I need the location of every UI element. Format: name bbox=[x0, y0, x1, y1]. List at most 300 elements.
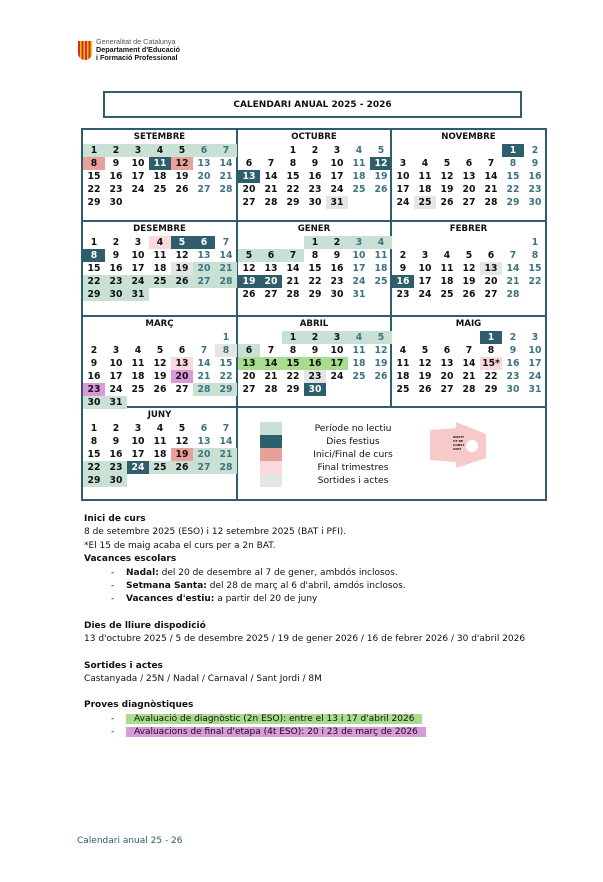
calendar-day: 11 bbox=[352, 345, 366, 356]
calendar-day: 23 bbox=[330, 276, 344, 287]
calendar-day: 13 bbox=[238, 357, 260, 370]
calendar-day: 9 bbox=[112, 436, 120, 447]
month-name: FEBRER bbox=[449, 224, 488, 234]
calendar-day: 22 bbox=[506, 184, 520, 195]
month-days bbox=[392, 331, 545, 396]
calendar-day: 27 bbox=[197, 184, 211, 195]
calendar-day: 26 bbox=[462, 289, 476, 300]
calendar-day: 11 bbox=[153, 250, 167, 261]
calendar-day: 16 bbox=[109, 449, 123, 460]
calendar-day: 25 bbox=[352, 371, 366, 382]
empty-day bbox=[480, 144, 502, 157]
month-days bbox=[238, 331, 390, 396]
calendar-day: 30 bbox=[308, 197, 322, 208]
calendar-day: 13 bbox=[480, 262, 502, 275]
calendar-day: 10 bbox=[528, 345, 542, 356]
calendar-day: 2 bbox=[112, 237, 120, 248]
calendar-day: 4 bbox=[421, 158, 429, 169]
calendar-day: 20 bbox=[242, 184, 256, 195]
calendar-day: 5 bbox=[377, 145, 385, 156]
empty-day bbox=[414, 236, 436, 249]
month-days bbox=[392, 236, 545, 301]
calendar-day: 10 bbox=[330, 345, 344, 356]
calendar-day: 7 bbox=[509, 250, 517, 261]
calendar-day: 22 bbox=[484, 371, 498, 382]
calendar-day: 4 bbox=[156, 423, 164, 434]
calendar-day: 22 bbox=[286, 371, 300, 382]
legend-swatch bbox=[260, 461, 282, 474]
month-days bbox=[83, 144, 236, 209]
calendar-day: 27 bbox=[193, 275, 215, 288]
legend-swatch bbox=[260, 422, 282, 435]
calendar-day: 26 bbox=[153, 384, 167, 395]
calendar-day: 28 bbox=[215, 275, 237, 288]
legend-swatch bbox=[260, 435, 282, 448]
calendar-day: 5 bbox=[465, 250, 473, 261]
calendar-day: 29 bbox=[308, 289, 322, 300]
calendar-day: 12 bbox=[175, 250, 189, 261]
calendar-day: 5 bbox=[171, 236, 193, 249]
calendar-day: 24 bbox=[330, 371, 344, 382]
calendar-day: 29 bbox=[286, 197, 300, 208]
calendar-day: 31 bbox=[105, 396, 127, 409]
month-name: OCTUBRE bbox=[291, 132, 337, 142]
calendar-day: 7 bbox=[222, 237, 230, 248]
calendar-day: 23 bbox=[396, 289, 410, 300]
calendar-day: 22 bbox=[308, 276, 322, 287]
calendar-day: 15 bbox=[282, 357, 304, 370]
calendar-day: 20 bbox=[242, 371, 256, 382]
calendar-day: 30 bbox=[83, 396, 105, 409]
stamp-text: INSTITUT DE CONSTANTÍ bbox=[453, 435, 465, 451]
calendar-day: 10 bbox=[352, 250, 366, 261]
calendar-day: 18 bbox=[153, 263, 167, 274]
legend-row bbox=[260, 448, 393, 461]
sortides-title: Sortides i actes bbox=[84, 660, 163, 671]
calendar-day: 7 bbox=[222, 423, 230, 434]
calendar-day: 8 bbox=[289, 345, 297, 356]
calendar-day: 4 bbox=[134, 345, 142, 356]
calendar-day: 28 bbox=[462, 384, 476, 395]
calendar-day: 31 bbox=[127, 288, 149, 301]
legend-label: Inici/Final de curs bbox=[313, 449, 393, 460]
generalitat-logo bbox=[78, 38, 180, 62]
calendar-day: 17 bbox=[396, 184, 410, 195]
calendar-day: 9 bbox=[531, 158, 539, 169]
calendar-day: 8 bbox=[531, 250, 539, 261]
calendar-day: 16 bbox=[506, 358, 520, 369]
calendar-day: 14 bbox=[219, 436, 233, 447]
empty-day bbox=[260, 236, 282, 249]
calendar-day: 21 bbox=[215, 448, 237, 461]
month-days bbox=[238, 144, 390, 209]
calendar-day: 25 bbox=[374, 276, 388, 287]
calendar-day: 22 bbox=[528, 276, 542, 287]
calendar-day: 3 bbox=[112, 345, 120, 356]
calendar-day: 1 bbox=[222, 332, 230, 343]
calendar-day: 4 bbox=[149, 144, 171, 157]
calendar-day: 2 bbox=[90, 345, 98, 356]
calendar-day: 25 bbox=[131, 384, 145, 395]
calendar-day: 26 bbox=[418, 384, 432, 395]
calendar-day: 15 bbox=[87, 449, 101, 460]
calendar-day: 6 bbox=[260, 249, 282, 262]
calendar-day: 17 bbox=[528, 358, 542, 369]
calendar-day: 6 bbox=[238, 344, 260, 357]
calendar-day: 6 bbox=[178, 345, 186, 356]
calendar-day: 24 bbox=[528, 371, 542, 382]
calendar-cell bbox=[83, 222, 238, 317]
calendar-day: 24 bbox=[352, 276, 366, 287]
calendar-day: 8 bbox=[215, 344, 237, 357]
empty-day bbox=[105, 331, 127, 344]
calendar-day: 6 bbox=[193, 236, 215, 249]
calendar-day: 9 bbox=[333, 250, 341, 261]
calendar-day: 17 bbox=[326, 357, 348, 370]
calendar-day: 13 bbox=[264, 263, 278, 274]
calendar-day: 4 bbox=[355, 145, 363, 156]
calendar-day: 22 bbox=[219, 371, 233, 382]
calendar-day: 3 bbox=[531, 332, 539, 343]
calendar-day: 23 bbox=[506, 371, 520, 382]
empty-day bbox=[238, 144, 260, 157]
calendar-day: 12 bbox=[153, 358, 167, 369]
calendar-day: 30 bbox=[304, 383, 326, 396]
empty-day bbox=[171, 331, 193, 344]
calendar-day: 16 bbox=[109, 171, 123, 182]
lliure-text: 13 d'octubre 2025 / 5 de desembre 2025 / 19 de gener 2026 / 16 de febrer 2026 / 30 d'abril 2026 bbox=[84, 634, 526, 645]
logo-line-2: Departament d'Educació bbox=[96, 45, 180, 54]
vacances-title: Vacances escolars bbox=[84, 554, 177, 565]
calendar-day: 27 bbox=[242, 384, 256, 395]
calendar-day: 18 bbox=[153, 449, 167, 460]
empty-day bbox=[458, 236, 480, 249]
catalan-shield-icon bbox=[78, 41, 92, 60]
calendar-day: 15 bbox=[528, 263, 542, 274]
calendar-day: 21 bbox=[484, 184, 498, 195]
calendar-day: 29 bbox=[506, 197, 520, 208]
calendar-cell bbox=[238, 222, 392, 317]
calendar-day: 22 bbox=[83, 461, 105, 474]
calendar-day: 8 bbox=[289, 158, 297, 169]
calendar-day: 21 bbox=[219, 171, 233, 182]
calendar-day: 30 bbox=[528, 197, 542, 208]
calendar-day: 11 bbox=[153, 436, 167, 447]
calendar-cell bbox=[392, 317, 545, 408]
calendar-day: 23 bbox=[528, 184, 542, 195]
calendar-day: 19 bbox=[418, 371, 432, 382]
calendar-day: 10 bbox=[131, 436, 145, 447]
calendar-day: 28 bbox=[193, 383, 215, 396]
calendar-day: 25 bbox=[149, 461, 171, 474]
calendar-day: 13 bbox=[462, 171, 476, 182]
calendar-day: 9 bbox=[90, 358, 98, 369]
calendar-day: 2 bbox=[304, 331, 326, 344]
calendar-day: 18 bbox=[352, 171, 366, 182]
empty-day bbox=[83, 331, 105, 344]
calendar-day: 7 bbox=[465, 345, 473, 356]
calendar-day: 5 bbox=[443, 158, 451, 169]
logo-line-1: Generalitat de Catalunya bbox=[96, 37, 176, 46]
footer: Calendari anual 25 - 26 bbox=[77, 836, 183, 846]
calendar-day: 30 bbox=[105, 288, 127, 301]
calendar-day: 19 bbox=[175, 171, 189, 182]
calendar-day: 8 bbox=[487, 345, 495, 356]
calendar-day: 15 bbox=[219, 358, 233, 369]
calendar-cell bbox=[83, 317, 238, 408]
calendar-day: 10 bbox=[396, 171, 410, 182]
calendar-day: 7 bbox=[267, 345, 275, 356]
month-days bbox=[238, 236, 390, 301]
calendar-day: 2 bbox=[399, 250, 407, 261]
calendar-day: 19 bbox=[462, 276, 476, 287]
calendar-day: 2 bbox=[326, 236, 348, 249]
calendar-day: 8 bbox=[83, 157, 105, 170]
calendar-day: 7 bbox=[282, 249, 304, 262]
calendar-day: 8 bbox=[90, 436, 98, 447]
empty-day bbox=[414, 144, 436, 157]
legend-label: Sortides i actes bbox=[317, 475, 389, 486]
month-days bbox=[392, 144, 545, 209]
calendar-day: 12 bbox=[440, 171, 454, 182]
calendar-day: 3 bbox=[421, 250, 429, 261]
calendar-day: 6 bbox=[193, 144, 215, 157]
calendar-day: 4 bbox=[370, 236, 392, 249]
lliure-title: Dies de lliure dispodició bbox=[84, 620, 206, 631]
calendar-day: 8 bbox=[509, 158, 517, 169]
calendar-day: 1 bbox=[282, 331, 304, 344]
notes-section bbox=[84, 513, 544, 740]
calendar-day: 23 bbox=[83, 383, 105, 396]
calendar-day: 6 bbox=[245, 158, 253, 169]
calendar-day: 7 bbox=[215, 144, 237, 157]
calendar-day: 28 bbox=[215, 461, 237, 474]
calendar-cell bbox=[392, 130, 545, 222]
legend-row bbox=[260, 422, 392, 435]
calendar-day: 19 bbox=[374, 358, 388, 369]
calendar-day: 5 bbox=[156, 345, 164, 356]
calendar-day: 13 bbox=[197, 436, 211, 447]
calendar-day: 16 bbox=[528, 171, 542, 182]
calendar-day: 13 bbox=[197, 158, 211, 169]
calendar-day: 16 bbox=[87, 371, 101, 382]
calendar-cell bbox=[238, 130, 392, 222]
calendar-day: 1 bbox=[304, 236, 326, 249]
logo-line-3: i Formació Professional bbox=[96, 53, 178, 62]
empty-day bbox=[238, 236, 260, 249]
calendar-day: 18 bbox=[440, 276, 454, 287]
calendar-day: 20 bbox=[171, 370, 193, 383]
calendar-day: 20 bbox=[484, 276, 498, 287]
calendar-day: 12 bbox=[374, 345, 388, 356]
calendar-day: 2 bbox=[105, 144, 127, 157]
calendar-day: 15 bbox=[506, 171, 520, 182]
legend-label: Final trimestres bbox=[317, 462, 389, 473]
calendar-day: 31 bbox=[326, 196, 348, 209]
calendar-day: 29 bbox=[87, 197, 101, 208]
calendar-day: 14 bbox=[219, 250, 233, 261]
calendar-day: 4 bbox=[443, 250, 451, 261]
month-days bbox=[83, 422, 236, 487]
calendar-day: 13 bbox=[440, 358, 454, 369]
calendar-day: 17 bbox=[418, 276, 432, 287]
calendar-day: 2 bbox=[531, 145, 539, 156]
calendar-day: 3 bbox=[348, 236, 370, 249]
calendar-day: 28 bbox=[219, 184, 233, 195]
calendar-day: 5 bbox=[421, 345, 429, 356]
calendar-day: 13 bbox=[171, 357, 193, 370]
calendar-day: 22 bbox=[83, 275, 105, 288]
empty-day bbox=[193, 331, 215, 344]
calendar-day: 25 bbox=[414, 196, 436, 209]
calendar-day: 6 bbox=[200, 423, 208, 434]
calendar-day: 22 bbox=[286, 184, 300, 195]
calendar-day: 9 bbox=[509, 345, 517, 356]
calendar-day: 10 bbox=[330, 158, 344, 169]
calendar-day: 3 bbox=[333, 145, 341, 156]
calendar-day: 15 bbox=[87, 263, 101, 274]
calendar-day: 16 bbox=[304, 357, 326, 370]
calendar-day: 8 bbox=[311, 250, 319, 261]
calendar-day: 3 bbox=[134, 237, 142, 248]
calendar-day: 21 bbox=[215, 262, 237, 275]
calendar-day: 17 bbox=[352, 263, 366, 274]
calendar-day: 14 bbox=[484, 171, 498, 182]
calendar-day: 18 bbox=[374, 263, 388, 274]
empty-day bbox=[392, 236, 414, 249]
calendar-day: 11 bbox=[131, 358, 145, 369]
month-name: NOVEMBRE bbox=[441, 132, 496, 142]
calendar-day: 14 bbox=[506, 263, 520, 274]
calendar-day: 21 bbox=[506, 276, 520, 287]
calendar-day: 21 bbox=[462, 371, 476, 382]
vacances-item: - Setmana Santa: del 28 de març al 6 d'abril, amdós inclosos. bbox=[111, 581, 406, 592]
calendar-day: 24 bbox=[127, 275, 149, 288]
calendar-day: 17 bbox=[109, 371, 123, 382]
calendar-day: 24 bbox=[127, 461, 149, 474]
calendar-day: 2 bbox=[509, 332, 517, 343]
calendar-day: 26 bbox=[175, 184, 189, 195]
calendar-day: 11 bbox=[418, 171, 432, 182]
calendar-day: 11 bbox=[396, 358, 410, 369]
empty-day bbox=[238, 331, 260, 344]
calendar-day: 24 bbox=[396, 197, 410, 208]
calendar-day: 23 bbox=[308, 184, 322, 195]
calendar-day: 10 bbox=[131, 250, 145, 261]
calendar-day: 22 bbox=[87, 184, 101, 195]
calendar-day: 12 bbox=[171, 157, 193, 170]
calendar-day: 9 bbox=[399, 263, 407, 274]
calendar-day: 9 bbox=[311, 158, 319, 169]
calendar-day: 11 bbox=[352, 158, 366, 169]
calendar-day: 18 bbox=[396, 371, 410, 382]
calendar-day: 26 bbox=[374, 184, 388, 195]
calendar-day: 27 bbox=[484, 289, 498, 300]
month-name: MAIG bbox=[455, 319, 482, 329]
calendar-day: 20 bbox=[193, 448, 215, 461]
calendar-day: 2 bbox=[311, 145, 319, 156]
empty-day bbox=[458, 144, 480, 157]
vacances-item: - Nadal: del 20 de desembre al 7 de gener, ambdós inclosos. bbox=[111, 567, 398, 578]
calendar-day: 8 bbox=[83, 249, 105, 262]
calendar-day: 5 bbox=[171, 144, 193, 157]
calendar-day: 23 bbox=[105, 461, 127, 474]
empty-day bbox=[436, 236, 458, 249]
calendar-day: 15 bbox=[308, 263, 322, 274]
calendar-day: 11 bbox=[374, 250, 388, 261]
calendar-day: 19 bbox=[238, 275, 260, 288]
proves-item: - Avaluació de diagnòstic (2n ESO): entre el 13 i 17 d'abril 2026 bbox=[84, 713, 544, 726]
calendar-day: 26 bbox=[242, 289, 256, 300]
proves-item: - Avaluacions de final d'etapa (4t ESO): 20 i 23 de març de 2026 bbox=[84, 726, 544, 739]
calendar-day: 21 bbox=[264, 371, 278, 382]
calendar-day: 21 bbox=[264, 184, 278, 195]
calendar-day: 1 bbox=[480, 331, 502, 344]
calendar-day: 20 bbox=[440, 371, 454, 382]
calendar-day: 20 bbox=[260, 275, 282, 288]
month-name: JUNY bbox=[147, 410, 172, 420]
legend-row bbox=[260, 474, 389, 487]
calendar-day: 2 bbox=[112, 423, 120, 434]
empty-day bbox=[436, 144, 458, 157]
calendar-day: 24 bbox=[418, 289, 432, 300]
calendar-day: 14 bbox=[462, 358, 476, 369]
calendar-day: 28 bbox=[506, 289, 520, 300]
empty-day bbox=[260, 144, 282, 157]
calendar-day: 24 bbox=[109, 384, 123, 395]
calendar-day: 21 bbox=[197, 371, 211, 382]
calendar-day: 16 bbox=[330, 263, 344, 274]
empty-day bbox=[127, 331, 149, 344]
calendar-day: 3 bbox=[399, 158, 407, 169]
calendar-day: 20 bbox=[462, 184, 476, 195]
calendar-day: 19 bbox=[440, 184, 454, 195]
calendar-day: 7 bbox=[487, 158, 495, 169]
calendar-day: 24 bbox=[330, 184, 344, 195]
calendar-title: CALENDARI ANUAL 2025 - 2026 bbox=[103, 91, 522, 118]
calendar-day: 12 bbox=[370, 157, 392, 170]
calendar-day: 19 bbox=[153, 371, 167, 382]
calendar-day: 17 bbox=[330, 171, 344, 182]
calendar-day: 10 bbox=[109, 358, 123, 369]
calendar-day: 19 bbox=[171, 448, 193, 461]
calendar-day: 28 bbox=[286, 289, 300, 300]
school-stamp bbox=[426, 420, 486, 470]
calendar-day: 1 bbox=[90, 423, 98, 434]
calendar-day: 12 bbox=[175, 436, 189, 447]
calendar-day: 16 bbox=[308, 171, 322, 182]
calendar-day: 28 bbox=[484, 197, 498, 208]
calendar-day: 25 bbox=[352, 184, 366, 195]
calendar-day: 15* bbox=[480, 357, 502, 370]
calendar-day: 25 bbox=[153, 184, 167, 195]
empty-day bbox=[480, 236, 502, 249]
calendar-day: 3 bbox=[134, 423, 142, 434]
calendar-day: 27 bbox=[462, 197, 476, 208]
calendar-day: 30 bbox=[506, 384, 520, 395]
calendar-day: 17 bbox=[131, 449, 145, 460]
calendar-day: 18 bbox=[131, 371, 145, 382]
calendar-day: 20 bbox=[197, 171, 211, 182]
calendar-day: 27 bbox=[175, 384, 189, 395]
calendar-day: 25 bbox=[396, 384, 410, 395]
month-name: ABRIL bbox=[299, 319, 329, 329]
calendar-day: 14 bbox=[286, 263, 300, 274]
empty-day bbox=[260, 331, 282, 344]
calendar-day: 27 bbox=[264, 289, 278, 300]
calendar-day: 12 bbox=[462, 263, 476, 274]
calendar-day: 1 bbox=[531, 237, 539, 248]
